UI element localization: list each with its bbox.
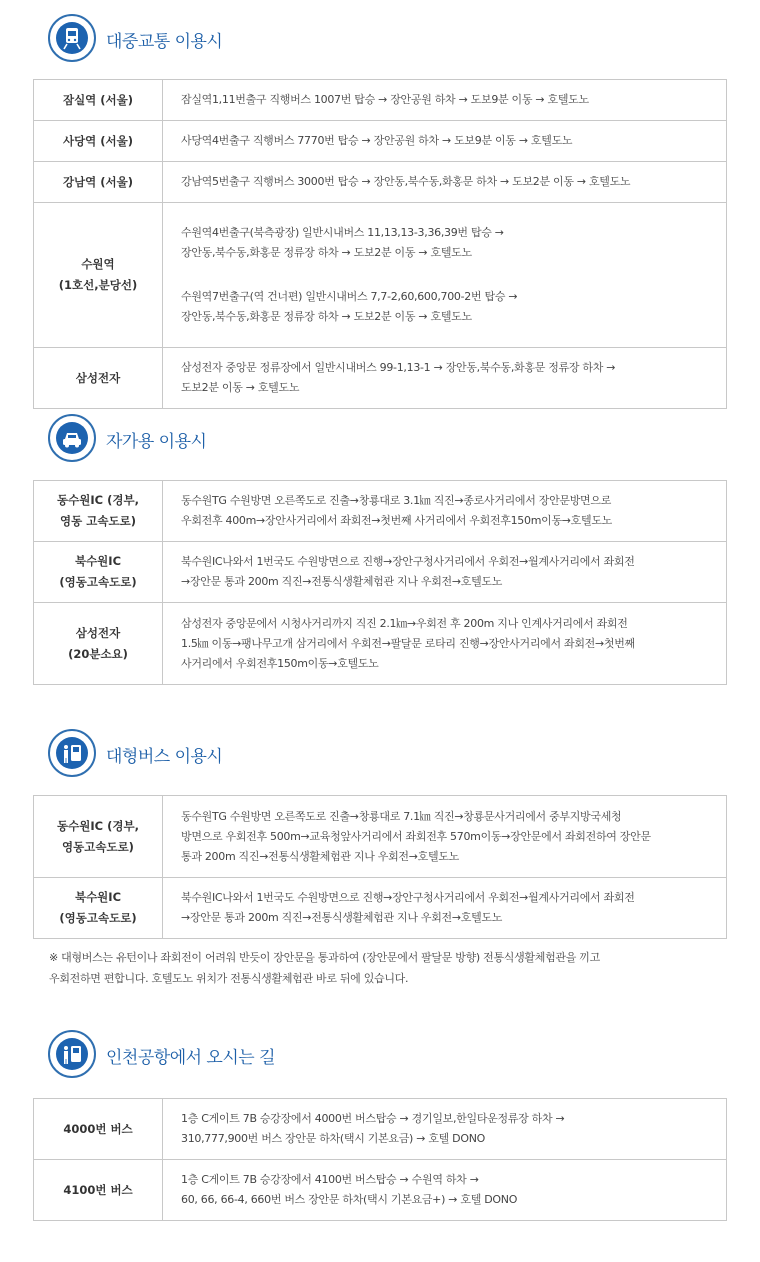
table-row — [34, 481, 727, 542]
table-row — [34, 121, 727, 162]
table-row — [34, 603, 727, 685]
route-option-1: 수원역4번출구(북측광장) 일반시내버스 11,13,13-3,36,39번 탑승 → 장안동,북수동,화홍문 정류장 하차 → 도보2분 이동 → 호텔도노 — [181, 226, 504, 259]
route-table — [33, 1098, 727, 1221]
row-label: 동수원IC (경부, 영동 고속도로) — [34, 481, 163, 542]
table-row — [34, 80, 727, 121]
section-title: 인천공항에서 오시는 길 — [106, 1048, 276, 1068]
section-title: 자가용 이용시 — [106, 432, 207, 452]
row-label: 북수원IC (영동고속도로) — [34, 878, 163, 939]
row-description: 강남역5번출구 직행버스 3000번 탑승 → 장안동,북수동,화홍문 하차 → 도보2분 이동 → 호텔도노 — [163, 162, 727, 203]
table-row — [34, 1099, 727, 1160]
row-description: 동수원TG 수원방면 오른쪽도로 진출→창룡대로 7.1㎞ 직진→창룡문사거리에서 중부지방국세청 방면으로 우회전후 500m→교육청앞사거리에서 좌회전후 570m이동→장안문에서 좌회전하여 장안문 통과 200m 직진→전통식생활체험관 지나 우회전→호텔도노 — [163, 796, 727, 878]
section-header — [33, 414, 727, 464]
table-row — [34, 1160, 727, 1221]
row-label: 강남역 (서울) — [34, 162, 163, 203]
row-label: 4000번 버스 — [34, 1099, 163, 1160]
section-incheon-airport — [33, 1030, 727, 1221]
route-option-2: 수원역7번출구(역 건너편) 일반시내버스 7,7-2,60,600,700-2번 탑승 → 장안동,북수동,화홍문 정류장 하차 → 도보2분 이동 → 호텔도노 — [181, 290, 518, 323]
table-row — [34, 878, 727, 939]
row-description: 북수원IC나와서 1번국도 수원방면으로 진행→장안구청사거리에서 우회전→월계사거리에서 좌회전 →장안문 통과 200m 직진→전통식생활체험관 지나 우회전→호텔도노 — [163, 878, 727, 939]
row-description: 잠실역1,11번출구 직행버스 1007번 탑승 → 장안공원 하차 → 도보9분 이동 → 호텔도노 — [163, 80, 727, 121]
bus-passenger-icon — [48, 1030, 96, 1078]
row-description: 사당역4번출구 직행버스 7770번 탑승 → 장안공원 하차 → 도보9분 이동 → 호텔도노 — [163, 121, 727, 162]
table-row — [34, 348, 727, 409]
row-label: 사당역 (서울) — [34, 121, 163, 162]
section-title: 대중교통 이용시 — [106, 32, 223, 52]
route-table — [33, 480, 727, 685]
section-title: 대형버스 이용시 — [106, 747, 223, 767]
section-private-car — [33, 414, 727, 685]
row-label: 수원역 (1호선,분당선) — [34, 203, 163, 348]
large-bus-note: ※ 대형버스는 유턴이나 좌회전이 어려워 반듯이 장안문을 통과하여 (장안문에서 팔달문 방향) 전통식생활체험관을 끼고 우회전하면 편합니다. 호텔도노 위치가 전통식생활체험관 바로 뒤에 있습니다. — [49, 951, 600, 985]
row-label: 북수원IC (영동고속도로) — [34, 542, 163, 603]
section-header — [33, 729, 727, 779]
row-label: 동수원IC (경부, 영동고속도로) — [34, 796, 163, 878]
row-description: 삼성전자 중앙문에서 시청사거리까지 직진 2.1㎞→우회전 후 200m 지나 인계사거리에서 좌회전 1.5㎞ 이동→팽나무고개 삼거리에서 우회전→팔달문 로타리 진행→장안사거리에서 좌회전→첫번째 사거리에서 우회전후150m이동→호텔도노 — [163, 603, 727, 685]
row-description: 동수원TG 수원방면 오른쪽도로 진출→창룡대로 3.1㎞ 직진→종로사거리에서 장안문방면으로 우회전후 400m→장안사거리에서 좌회전→첫번째 사거리에서 우회전후150m이동→호텔도노 — [163, 481, 727, 542]
section-public-transit — [33, 14, 727, 409]
section-header — [33, 1030, 727, 1080]
row-description: 북수원IC나와서 1번국도 수원방면으로 진행→장안구청사거리에서 우회전→월계사거리에서 좌회전 →장안문 통과 200m 직진→전통식생활체험관 지나 우회전→호텔도노 — [163, 542, 727, 603]
table-row — [34, 542, 727, 603]
row-label: 4100번 버스 — [34, 1160, 163, 1221]
section-large-bus — [33, 729, 727, 989]
route-table — [33, 795, 727, 939]
route-table — [33, 79, 727, 409]
bus-passenger-icon — [48, 729, 96, 777]
subway-train-icon — [48, 14, 96, 62]
car-icon — [48, 414, 96, 462]
table-row — [34, 162, 727, 203]
row-description: 1층 C게이트 7B 승강장에서 4100번 버스탑승 → 수원역 하차 → 60, 66, 66-4, 660번 버스 장안문 하차(택시 기본요금+) → 호텔 DONO — [163, 1160, 727, 1221]
row-description: 1층 C게이트 7B 승강장에서 4000번 버스탑승 → 경기일보,한일타운정류장 하차 → 310,777,900번 버스 장안문 하차(택시 기본요금) → 호텔 DONO — [163, 1099, 727, 1160]
row-description — [163, 203, 727, 348]
section-header — [33, 14, 727, 64]
table-row — [34, 796, 727, 878]
row-label: 잠실역 (서울) — [34, 80, 163, 121]
table-row — [34, 203, 727, 348]
row-label: 삼성전자 (20분소요) — [34, 603, 163, 685]
row-description: 삼성전자 중앙문 정류장에서 일반시내버스 99-1,13-1 → 장안동,북수동,화홍문 정류장 하차 → 도보2분 이동 → 호텔도노 — [163, 348, 727, 409]
row-label: 삼성전자 — [34, 348, 163, 409]
